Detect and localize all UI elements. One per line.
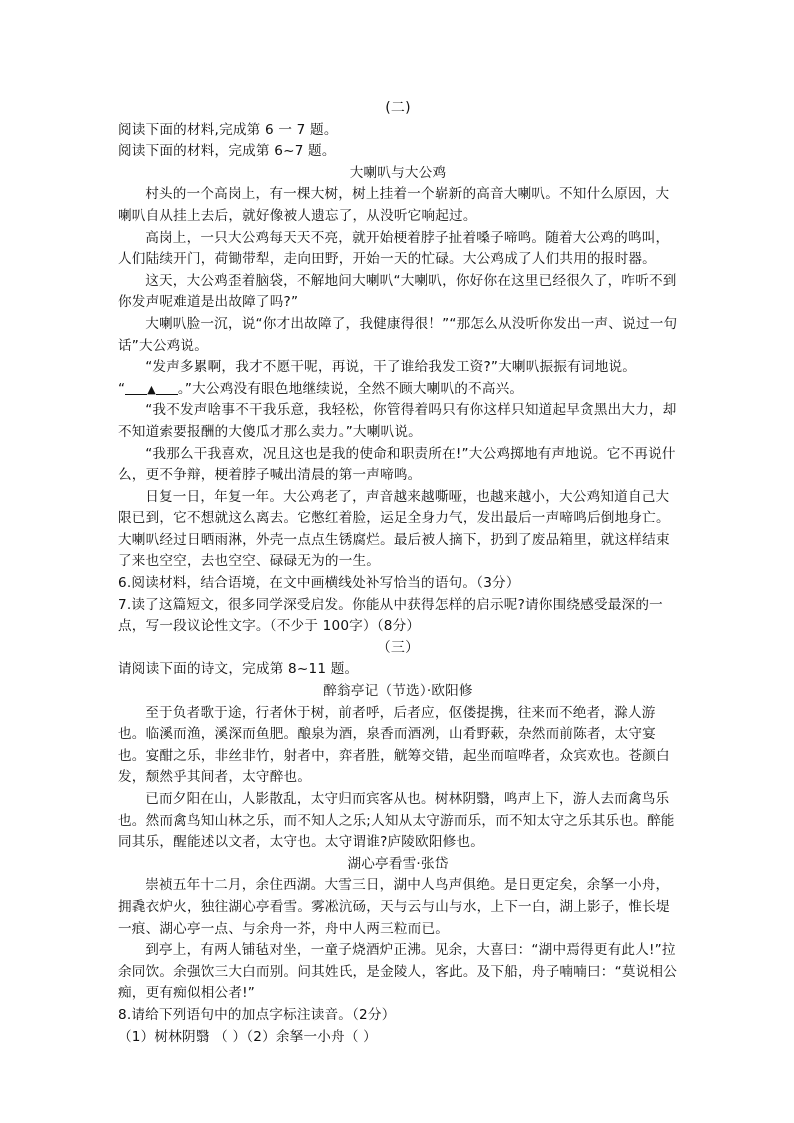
paragraph: 村头的一个高岗上，有一棵大树，树上挂着一个崭新的高音大喇叭。不知什么原因，大喇叭自从挂上去后，就好像被人遗忘了，从没听它响起过。 bbox=[118, 186, 670, 224]
question-6: 6.阅读材料，结合语境，在文中画横线处补写恰当的语句。（3分） bbox=[118, 575, 520, 592]
open-quote: “ bbox=[118, 380, 126, 397]
instruction-line-c: 请阅读下面的诗文，完成第 8~11 题。 bbox=[118, 661, 359, 678]
answer-blank bbox=[125, 380, 147, 395]
paragraph: 高岗上，一只大公鸡每天天不亮，就开始梗着脖子扯着嗓子啼鸣。随着大公鸡的鸣叫，人们陆续开门，荷锄带犁，走向田野，开始一天的忙碌。大公鸡成了人们共用的报时器。 bbox=[118, 229, 670, 268]
answer-blank bbox=[156, 380, 178, 395]
blank-line-rest: 。”大公鸡没有眼色地继续说，全然不顾大喇叭的不高兴。 bbox=[177, 380, 524, 397]
paragraph: 崇祯五年十二月，余住西湖。大雪三日，湖中人鸟声俱绝。是日更定矣，余拏一小舟，拥毳衣炉火，独往湖心亭看雪。雾凇沆砀，天与云与山与水，上下一白，湖上影子，惟长堤一痕、湖心亭一点、与余舟一芥，舟中人两三粒而已。 bbox=[118, 877, 670, 937]
paragraph: 大喇叭脸一沉，说“你才出故障了，我健康得很！”“那怎么从没听你发出一声、说过一句话”大公鸡说。 bbox=[118, 315, 678, 354]
paragraph: “发声多累啊，我才不愿干呢，再说，干了谁给我发工资?”大喇叭振振有词地说。 bbox=[145, 359, 637, 376]
paragraph: 已而夕阳在山，人影散乱，太守归而宾客从也。树林阴翳，鸣声上下，游人去而禽鸟乐也。然而禽鸟知山林之乐，而不知人之乐;人知从太守游而乐，而不知太守之乐其乐也。醉能同其乐，醒能述以文者，太守也。太守谓谁?庐陵欧阳修也。 bbox=[118, 791, 675, 851]
instruction-line-b: 阅读下面的材料，完成第 6~7 题。 bbox=[118, 143, 336, 160]
paragraph: 日复一日，年复一年。大公鸡老了，声音越来越嘶哑，也越来越小，大公鸡知道自己大限已到，它不想就这么离去。它憋红着脸，运足全身力气，发出最后一声啼鸣后倒地身亡。大喇叭经过日晒雨淋，外壳一点点生锈腐烂。最后被人摘下，扔到了废品箱里，就这样结束了来也空空，去也空空、碌碌无为的一生。 bbox=[118, 488, 670, 570]
question-7: 7.读了这篇短文，很多同学深受启发。你能从中获得怎样的启示呢?请你围绕感受最深的一点，写一段议论性文字。（不少于 100字）（8分） bbox=[118, 596, 663, 635]
question-8: 8.请给下列语句中的加点字标注读音。（2分） bbox=[118, 1006, 396, 1023]
article-title: 大喇叭与大公鸡 bbox=[349, 164, 447, 181]
paragraph: “我不发声啥事不干我乐意，我轻松，你管得着吗只有你这样只知道起早贪黑出大力，却不知道索要报酬的大傻瓜才那么卖力。”大喇叭说。 bbox=[118, 402, 677, 440]
blank-marker: ▲ bbox=[147, 382, 156, 396]
document-body bbox=[118, 98, 678, 1048]
paragraph: 这天，大公鸡歪着脑袋，不解地问大喇叭“大喇叭，你好你在这里已经很久了，咋听不到你发声呢难道是出故障了吗?” bbox=[118, 272, 677, 311]
paragraph: 至于负者歌于途，行者休于树，前者呼，后者应，伛偻提携，往来而不绝者，滁人游也。临溪而渔，溪深而鱼肥。酿泉为酒，泉香而酒冽，山肴野蔌，杂然而前陈者，太守宴也。宴酣之乐，非丝非竹，射者中，弈者胜，觥筹交错，起坐而喧哗者，众宾欢也。苍颜白发，颓然乎其间者，太守醉也。 bbox=[118, 704, 670, 786]
question-8-items: （1）树林阴翳 （ ）（2）余拏一小舟（ ） bbox=[118, 1028, 377, 1045]
section-heading-3: （三） bbox=[376, 639, 420, 656]
text1-title: 醉翁亭记（节选）·欧阳修 bbox=[323, 683, 473, 700]
fill-in-blank-line bbox=[118, 379, 678, 401]
section-heading-2: (二) bbox=[385, 100, 411, 116]
instruction-line-a: 阅读下面的材料,完成第 6 一 7 题。 bbox=[118, 121, 338, 138]
text2-title: 湖心亭看雪·张岱 bbox=[347, 855, 449, 872]
paragraph: “我那么干我喜欢，况且这也是我的使命和职责所在!”大公鸡掷地有声地说。它不再说什么，更不争辩，梗着脖子喊出清晨的第一声啼鸣。 bbox=[118, 445, 676, 484]
paragraph: 到亭上，有两人铺毡对坐，一童子烧酒炉正沸。见余，大喜曰：“湖中焉得更有此人!”拉余同饮。余强饮三大白而别。问其姓氏，是金陵人，客此。及下船，舟子喃喃曰：“莫说相公痴，更有痴似相公者!” bbox=[118, 942, 677, 1002]
